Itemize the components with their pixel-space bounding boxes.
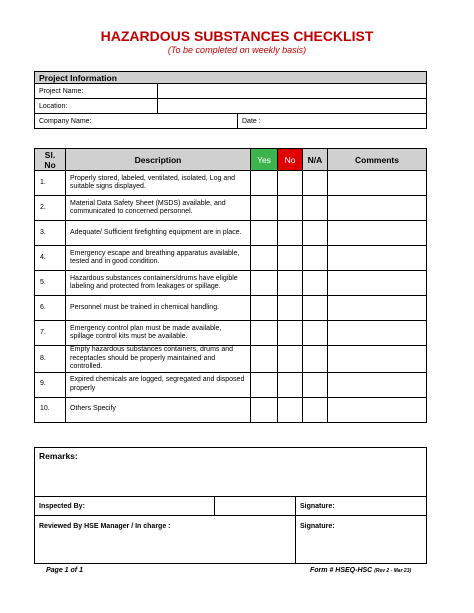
reviewed-by-label: Reviewed By HSE Manager / In charge :: [35, 516, 296, 564]
no-cell[interactable]: [278, 221, 303, 246]
row-number: 7.: [35, 321, 66, 346]
signoff-table: [34, 447, 427, 564]
table-row: [35, 271, 427, 296]
col-header-slno: Sl. No: [35, 149, 66, 171]
row-description: Empty hazardous substances containers, drums and receptacles should be properly maintained and controlled.: [66, 346, 251, 373]
table-row: [35, 296, 427, 321]
na-cell[interactable]: [303, 296, 328, 321]
table-row: [35, 246, 427, 271]
na-cell[interactable]: [303, 372, 328, 397]
na-cell[interactable]: [303, 321, 328, 346]
page-subtitle: (To be completed on weekly basis): [167, 45, 307, 55]
comments-cell[interactable]: [328, 271, 427, 296]
no-cell[interactable]: [278, 321, 303, 346]
row-description: Properly stored, labeled, ventilated, isolated, Log and suitable signs displayed.: [66, 171, 251, 196]
reviewed-signature-label: Signature:: [296, 516, 427, 564]
row-description: Personnel must be trained in chemical handling.: [66, 296, 251, 321]
yes-cell[interactable]: [251, 346, 278, 373]
no-cell[interactable]: [278, 171, 303, 196]
comments-cell[interactable]: [328, 321, 427, 346]
project-name-field[interactable]: [158, 84, 427, 99]
row-description: Others Specify: [66, 397, 251, 422]
yes-cell[interactable]: [251, 321, 278, 346]
na-cell[interactable]: [303, 196, 328, 221]
row-description: Hazardous substances containers/drums have eligible labeling and protected from leakages or spillage.: [66, 271, 251, 296]
table-row: [35, 346, 427, 373]
yes-cell[interactable]: [251, 271, 278, 296]
table-row: [35, 171, 427, 196]
table-row: [35, 397, 427, 422]
na-cell[interactable]: [303, 246, 328, 271]
yes-cell[interactable]: [251, 372, 278, 397]
na-cell[interactable]: [303, 271, 328, 296]
company-name-label: Company Name:: [35, 114, 238, 129]
row-number: 10.: [35, 397, 66, 422]
checklist-table: [34, 148, 427, 423]
row-description: Emergency escape and breathing apparatus available, tested and in good condition.: [66, 246, 251, 271]
comments-cell[interactable]: [328, 171, 427, 196]
yes-cell[interactable]: [251, 397, 278, 422]
page-number: Page 1 of 1: [46, 567, 83, 574]
row-number: 6.: [35, 296, 66, 321]
table-row: [35, 196, 427, 221]
comments-cell[interactable]: [328, 196, 427, 221]
form-number: [310, 567, 411, 574]
inspected-signature-label: Signature:: [296, 497, 427, 516]
comments-cell[interactable]: [328, 246, 427, 271]
col-header-description: Description: [66, 149, 251, 171]
form-id: Form # HSEQ-HSC: [310, 567, 373, 574]
comments-cell[interactable]: [328, 397, 427, 422]
row-number: 9.: [35, 372, 66, 397]
yes-cell[interactable]: [251, 246, 278, 271]
no-cell[interactable]: [278, 196, 303, 221]
row-description: Emergency control plan must be made available, spillage control kits must be available.: [66, 321, 251, 346]
table-row: [35, 221, 427, 246]
table-row: [35, 372, 427, 397]
no-cell[interactable]: [278, 346, 303, 373]
form-revision: (Rev 2 - Mar 23): [374, 568, 412, 574]
remarks-field[interactable]: [35, 448, 427, 497]
project-info-header: Project Information: [35, 72, 427, 84]
project-name-label: Project Name:: [35, 84, 158, 99]
no-cell[interactable]: [278, 271, 303, 296]
location-label: Location:: [35, 99, 158, 114]
row-number: 4.: [35, 246, 66, 271]
no-cell[interactable]: [278, 372, 303, 397]
row-number: 3.: [35, 221, 66, 246]
yes-cell[interactable]: [251, 196, 278, 221]
no-cell[interactable]: [278, 296, 303, 321]
remarks-label: Remarks:: [39, 451, 78, 461]
table-row: [35, 321, 427, 346]
no-cell[interactable]: [278, 246, 303, 271]
na-cell[interactable]: [303, 397, 328, 422]
row-description: Expired chemicals are logged, segregated and disposed properly: [66, 372, 251, 397]
no-cell[interactable]: [278, 397, 303, 422]
row-number: 5.: [35, 271, 66, 296]
row-number: 1.: [35, 171, 66, 196]
yes-cell[interactable]: [251, 221, 278, 246]
na-cell[interactable]: [303, 221, 328, 246]
na-cell[interactable]: [303, 171, 328, 196]
col-header-yes: Yes: [251, 149, 278, 171]
col-header-no: No: [278, 149, 303, 171]
page-title: HAZARDOUS SUBSTANCES CHECKLIST: [100, 28, 374, 44]
comments-cell[interactable]: [328, 372, 427, 397]
row-description: Material Data Safety Sheet (MSDS) available, and communicated to concerned personnel.: [66, 196, 251, 221]
row-number: 8.: [35, 346, 66, 373]
project-info-table: [34, 71, 427, 129]
na-cell[interactable]: [303, 346, 328, 373]
location-field[interactable]: [158, 99, 427, 114]
comments-cell[interactable]: [328, 221, 427, 246]
comments-cell[interactable]: [328, 346, 427, 373]
col-header-comments: Comments: [328, 149, 427, 171]
col-header-na: N/A: [303, 149, 328, 171]
inspected-by-label: Inspected By:: [35, 497, 215, 516]
yes-cell[interactable]: [251, 296, 278, 321]
yes-cell[interactable]: [251, 171, 278, 196]
comments-cell[interactable]: [328, 296, 427, 321]
date-label: Date :: [238, 114, 427, 129]
row-number: 2.: [35, 196, 66, 221]
row-description: Adequate/ Sufficient firefighting equipment are in place.: [66, 221, 251, 246]
inspected-by-field[interactable]: [215, 497, 296, 516]
